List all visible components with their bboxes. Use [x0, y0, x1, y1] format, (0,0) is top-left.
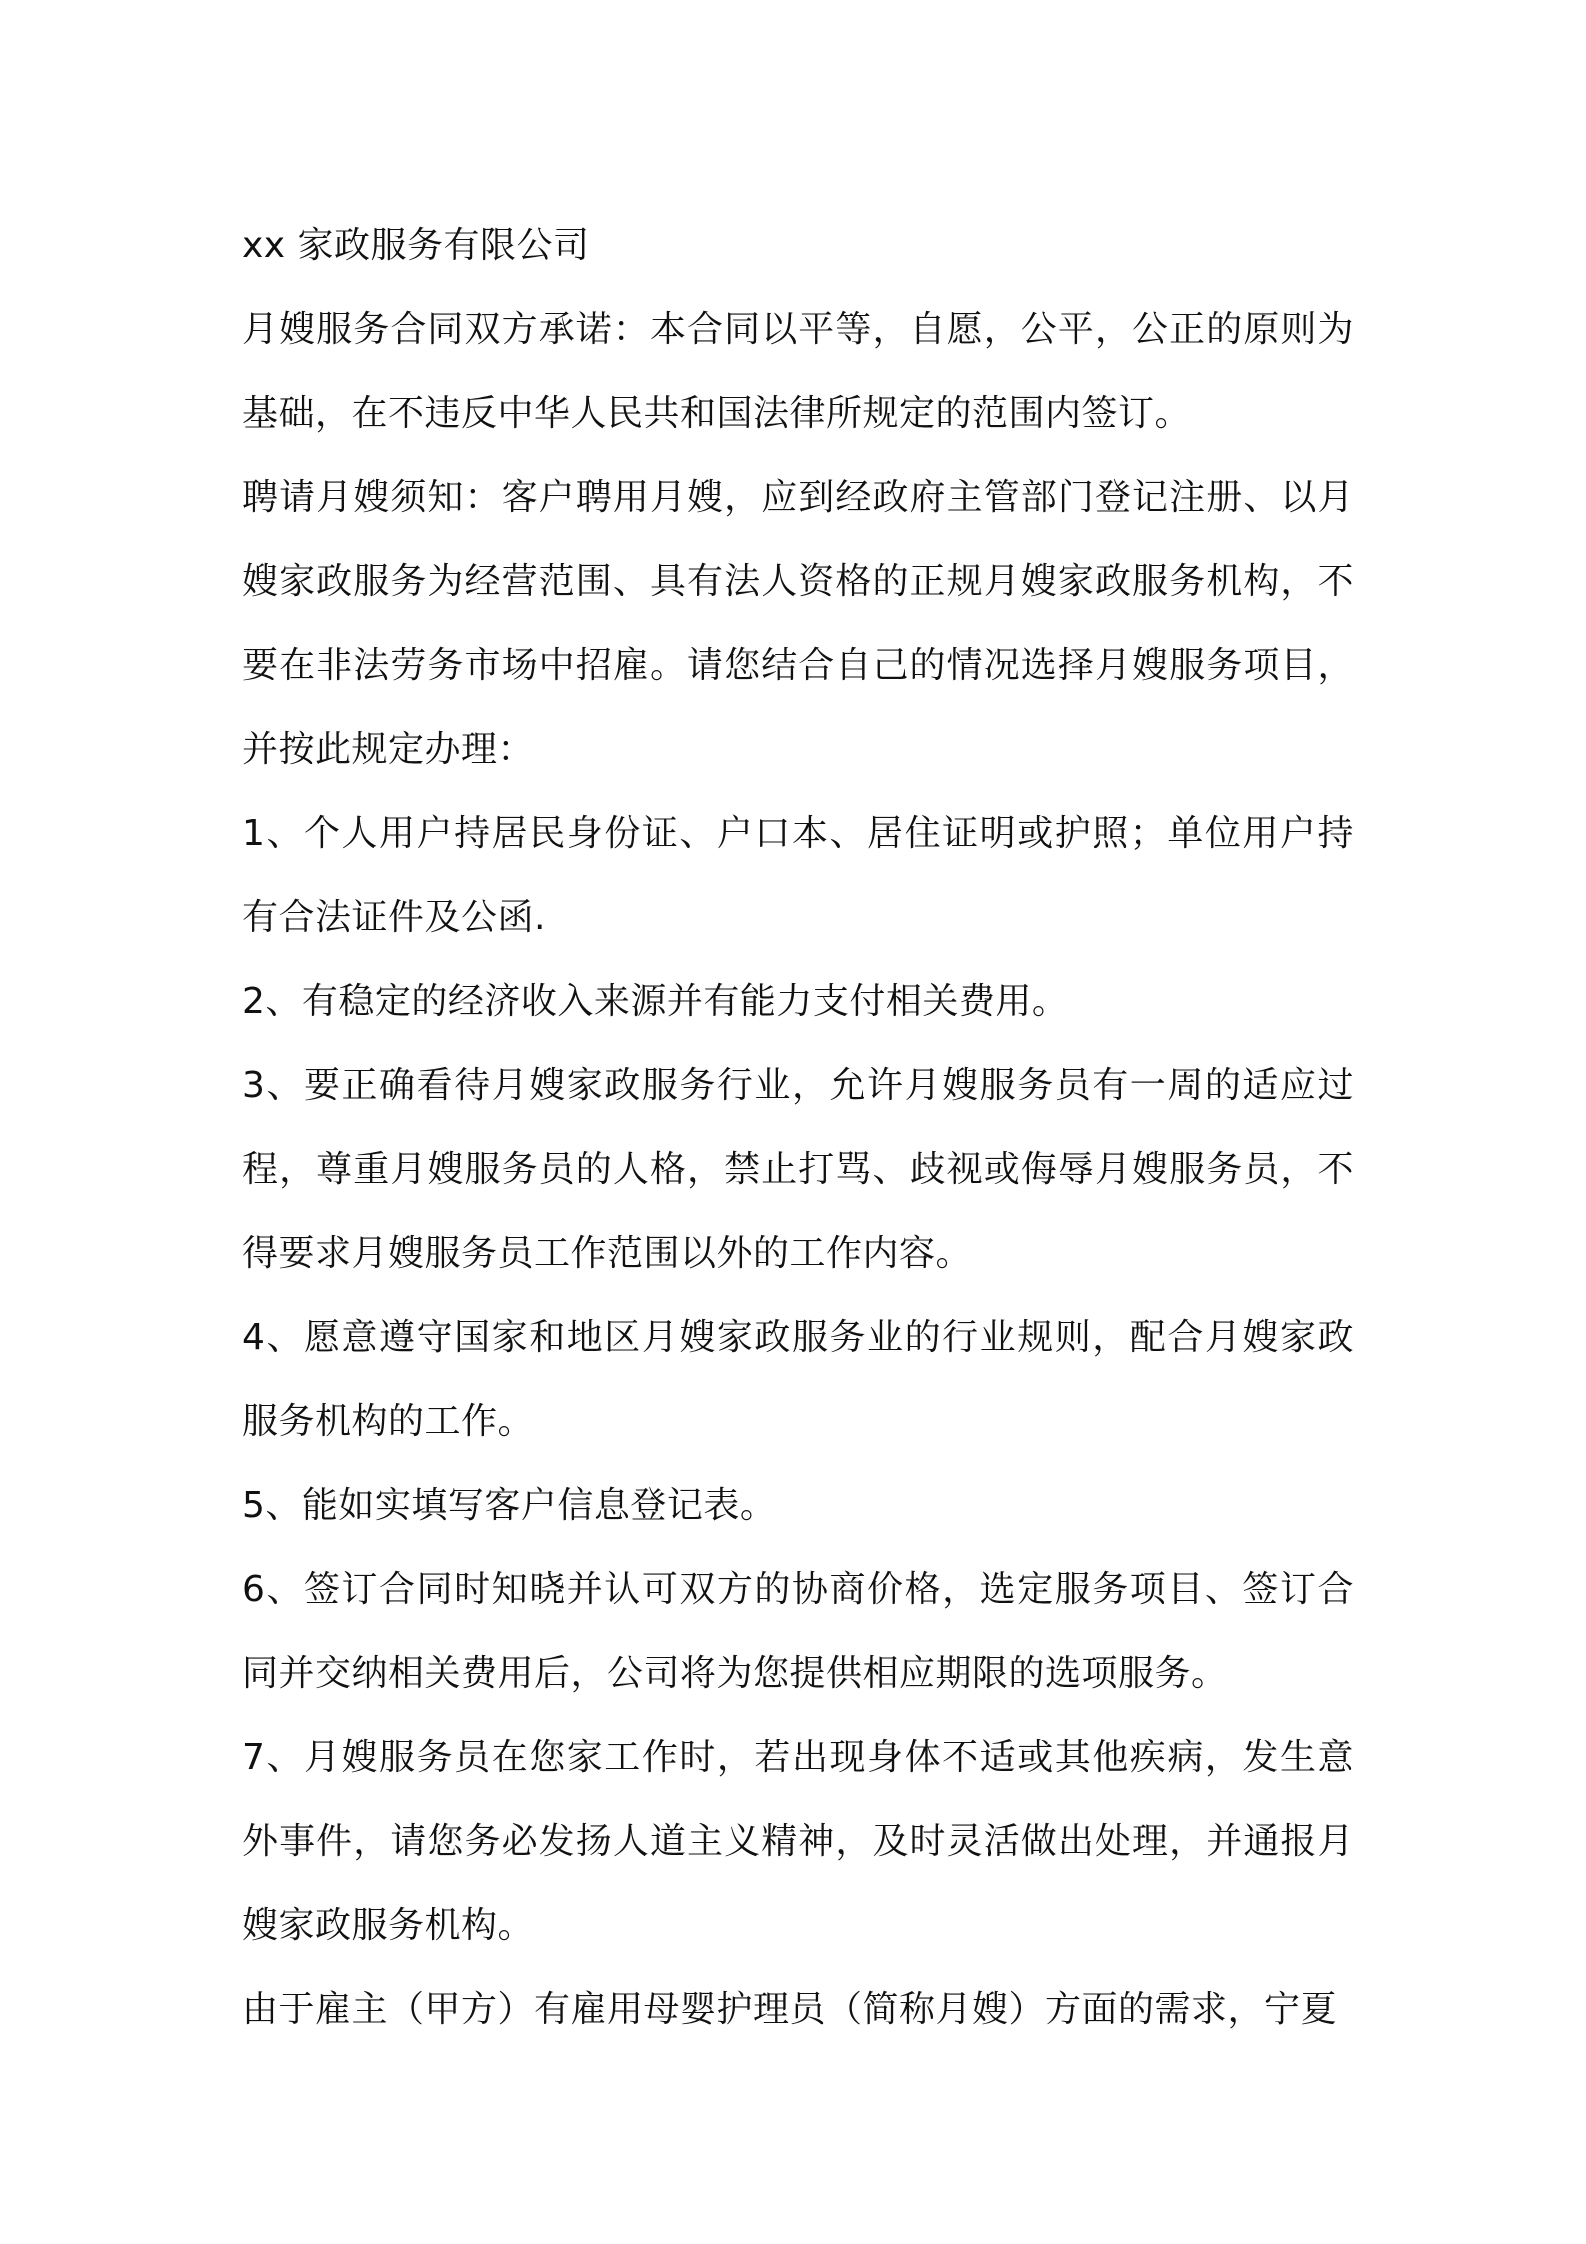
list-item-3: 3、要正确看待月嫂家政服务行业，允许月嫂服务员有一周的适应过程，尊重月嫂服务员的人格，禁止打骂、歧视或侮辱月嫂服务员，不得要求月嫂服务员工作范围以外的工作内容。	[242, 1065, 1354, 1274]
list-item-7: 7、月嫂服务员在您家工作时，若出现身体不适或其他疾病，发生意外事件，请您务必发扬人道主义精神，及时灵活做出处理，并通报月嫂家政服务机构。	[242, 1737, 1354, 1946]
document-body	[242, 204, 1354, 2052]
paragraph-hiring-notice: 聘请月嫂须知：客户聘用月嫂，应到经政府主管部门登记注册、以月嫂家政服务为经营范围、具有法人资格的正规月嫂家政服务机构，不要在非法劳务市场中招雇。请您结合自己的情况选择月嫂服务项目，并按此规定办理：	[242, 477, 1354, 770]
list-item-2: 2、有稳定的经济收入来源并有能力支付相关费用。	[242, 981, 1069, 1022]
list-item-6: 6、签订合同时知晓并认可双方的协商价格，选定服务项目、签订合同并交纳相关费用后，公司将为您提供相应期限的选项服务。	[242, 1569, 1354, 1694]
company-name: xx 家政服务有限公司	[242, 225, 590, 266]
list-item-1: 1、个人用户持居民身份证、户口本、居住证明或护照；单位用户持有合法证件及公函.	[242, 813, 1354, 938]
list-item-5: 5、能如实填写客户信息登记表。	[242, 1485, 777, 1526]
list-item-4: 4、愿意遵守国家和地区月嫂家政服务业的行业规则，配合月嫂家政服务机构的工作。	[242, 1317, 1354, 1442]
paragraph-commitment: 月嫂服务合同双方承诺：本合同以平等，自愿，公平，公正的原则为基础，在不违反中华人民共和国法律所规定的范围内签订。	[242, 309, 1354, 434]
paragraph-employer-intro: 由于雇主（甲方）有雇用母婴护理员（简称月嫂）方面的需求，宁夏	[242, 1989, 1338, 2030]
